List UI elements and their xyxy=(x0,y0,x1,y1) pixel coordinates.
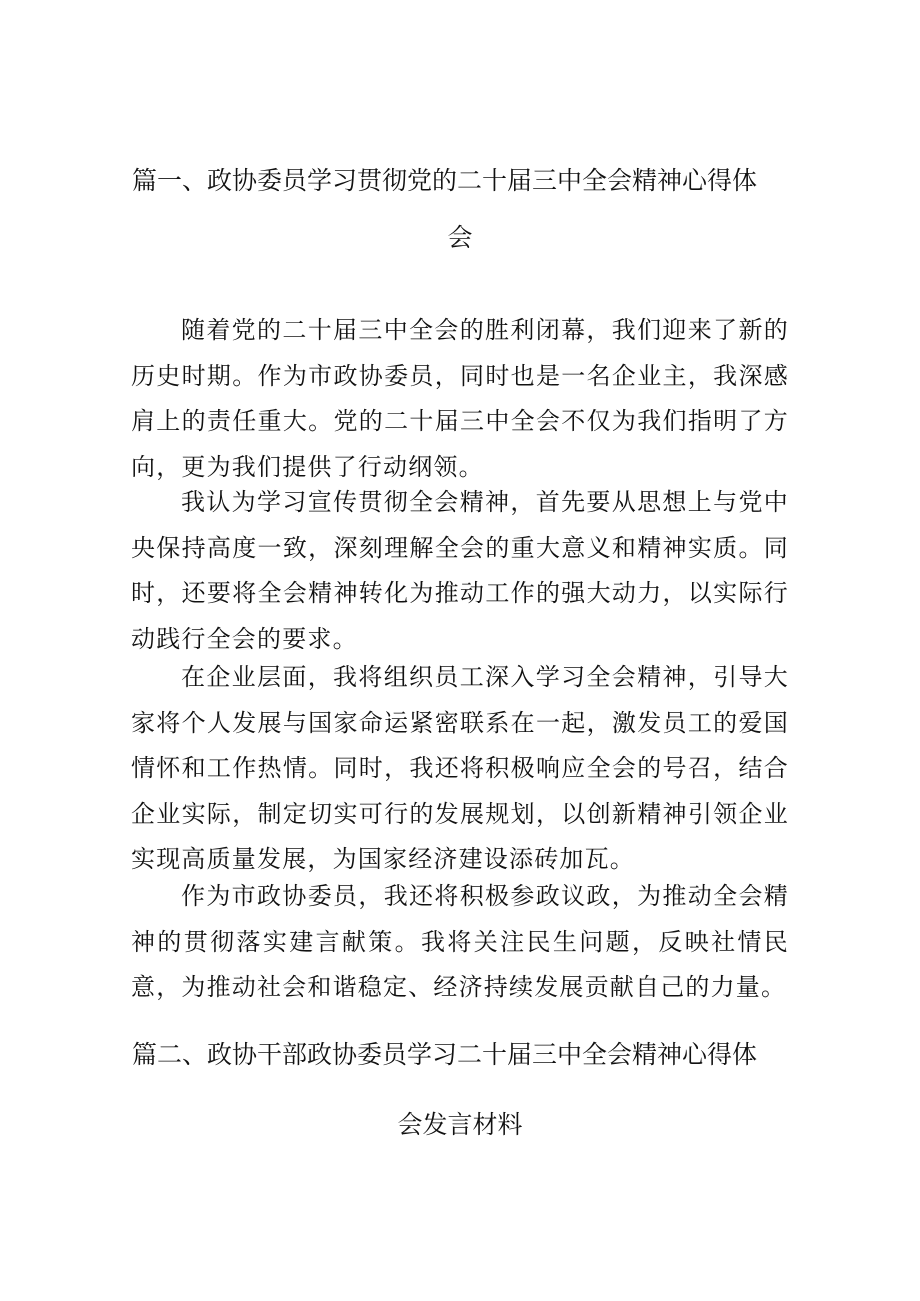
section-2-title-line-2: 会发言材料 xyxy=(397,1110,523,1139)
section-1-paragraph-4: 作为市政协委员，我还将积极参政议政，为推动全会精神的贯彻落实建言献策。我将关注民生问题，反映社情民意，为推动社会和谐稳定、经济持续发展贡献自己的力量。 xyxy=(131,882,789,1001)
section-1-paragraph-2: 我认为学习宣传贯彻全会精神，首先要从思想上与党中央保持高度一致，深刻理解全会的重大意义和精神实质。同时，还要将全会精神转化为推动工作的强大动力，以实际行动践行全会的要求。 xyxy=(131,488,789,653)
section-1-title-line-1: 篇一、政协委员学习贯彻党的二十届三中全会精神心得体 xyxy=(132,166,758,195)
section-2-title-line-1: 篇二、政协干部政协委员学习二十届三中全会精神心得体 xyxy=(132,1040,758,1069)
section-1-title-line-2: 会 xyxy=(447,223,473,252)
section-1-paragraph-3: 在企业层面，我将组织员工深入学习全会精神，引导大家将个人发展与国家命运紧密联系在一起，激发员工的爱国情怀和工作热情。同时，我还将积极响应全会的号召，结合企业实际，制定切实可行的发展规划，以创新精神引领企业实现高质量发展，为国家经济建设添砖加瓦。 xyxy=(131,663,789,873)
section-1-paragraph-1: 随着党的二十届三中全会的胜利闭幕，我们迎来了新的历史时期。作为市政协委员，同时也是一名企业主，我深感肩上的责任重大。党的二十届三中全会不仅为我们指明了方向，更为我们提供了行动纲领。 xyxy=(131,316,789,481)
